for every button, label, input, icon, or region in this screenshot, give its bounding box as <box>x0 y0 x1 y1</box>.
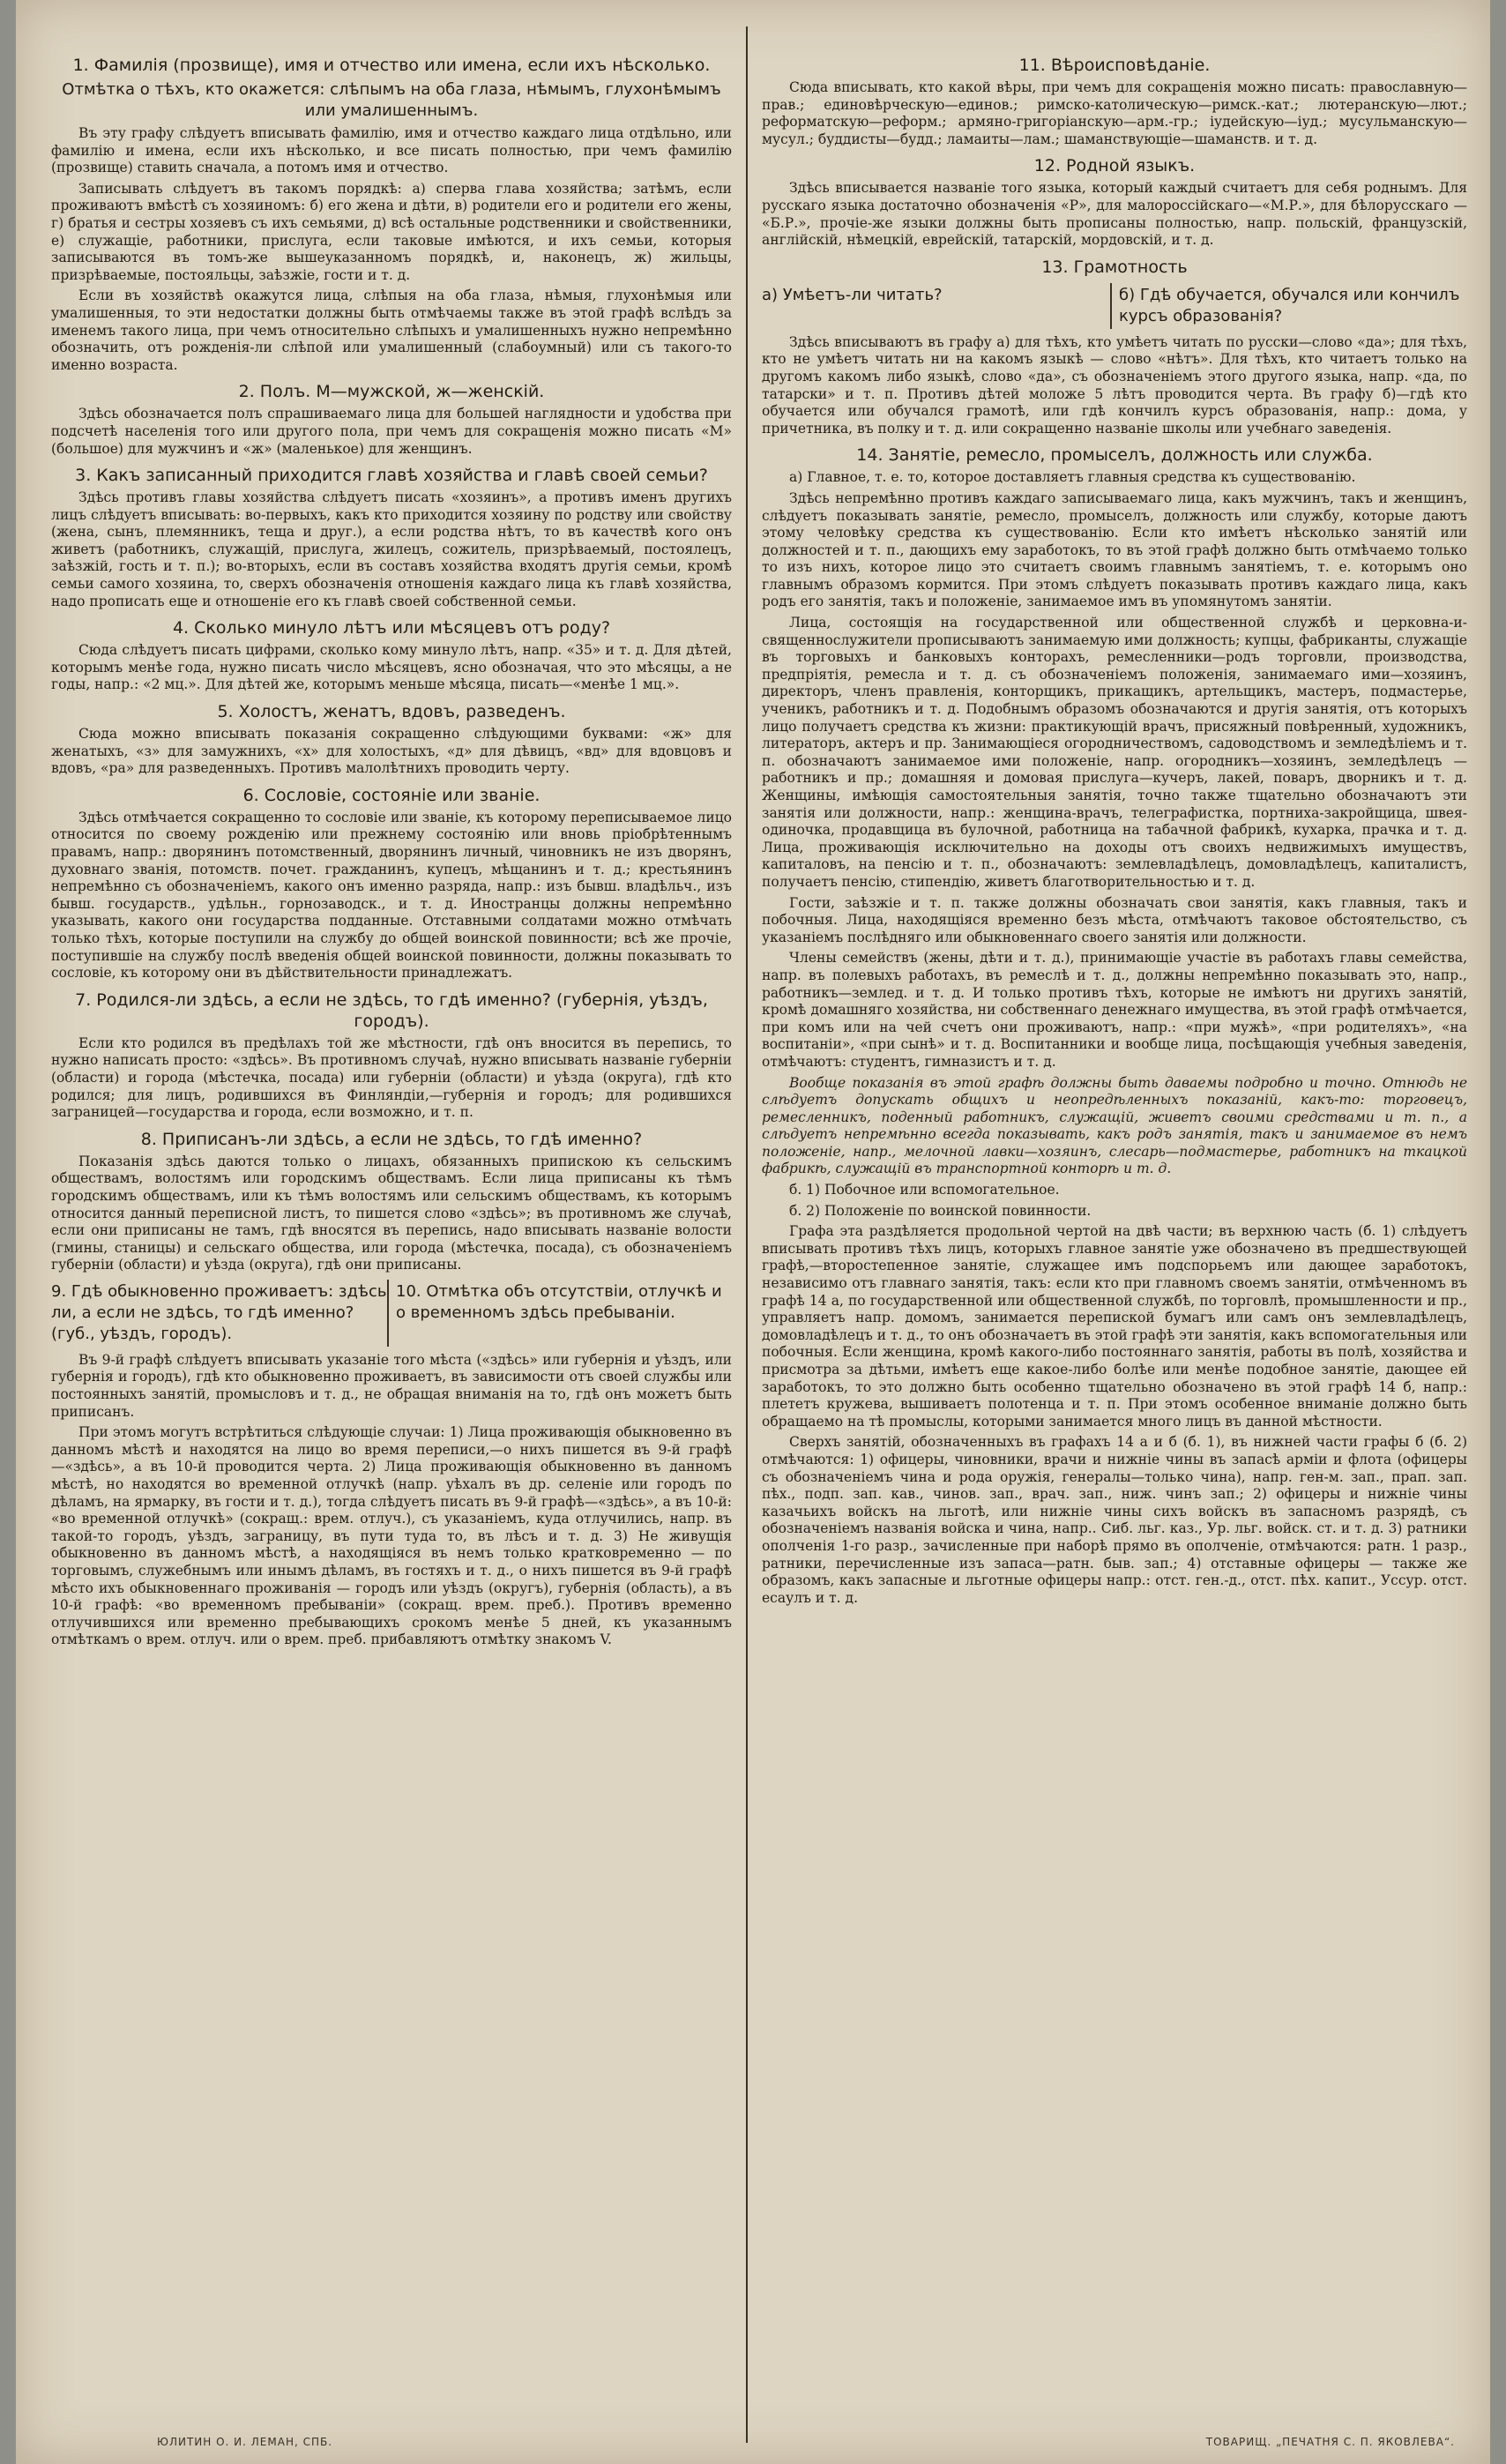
paragraph: Вообще показанія въ этой графѣ должны быть даваемы подробно и точно. Отнюдь не слѣдуетъ допускать общихъ и неопредѣленныхъ показаній, какъ-то: торговецъ, ремесленникъ, поденный работникъ, служащій, живетъ своими средствами и т. п., а слѣдуетъ непремѣнно всегда показывать, какъ родъ занятія, такъ и занимаемое въ немъ положеніе, напр., мелочной лавки—хозяинъ, слесарь—подмастерье, работникъ на ткацкой фабрикѣ, служащій въ транспортной конторѣ и т. д. <box>762 1074 1467 1177</box>
paragraph: Сверхъ занятій, обозначенныхъ въ графахъ 14 а и б (б. 1), въ нижней части графы б (б. 2) отмѣчаются: 1) офицеры, чиновники, врачи и нижніе чины въ запасѣ арміи и флота (офицеры съ обозначеніемъ чина и рода оружія, генералы—только чина), напр. ген-м. зап., прап. зап. пѣх., подп. зап. кав., чинов. зап., врач. зап., ниж. чинъ зап.; 2) офицеры и нижніе чины казачьихъ войскъ на льготѣ, или нижніе чины сихъ войскъ въ запасномъ разрядѣ, съ обозначеніемъ названія войска и чина, напр.. Сиб. льг. каз., Ур. льг. войск. ст. и т. д. 3) ратники ополченія 1-го разр., зачисленные при наборѣ прямо въ ополченіе, отмѣчаются: ратн. 1 разр., ратники, перечисленные изъ запаса—ратн. быв. зап.; 4) отставные офицеры — также же образомъ, какъ запасные и льготные офицеры напр.: отст. ген.-д., отст. пѣх. капит., Уссур. отст. есаулъ и т. д. <box>762 1434 1467 1606</box>
subsection-b2-title: б. 2) Положеніе по воинской повинности. <box>789 1202 1092 1219</box>
section-13a-cell <box>762 283 1110 329</box>
section-3-title: 3. Какъ записанный приходится главѣ хозяйства и главѣ своей семьи? <box>75 466 708 486</box>
paragraph: Здѣсь отмѣчается сокращенно то сословіе или званіе, къ которому переписываемое лицо относится по своему рожденію или прежнему состоянію или вновь пріобрѣтеннымъ правамъ, напр.: дворянинъ потомственный, дворянинъ личный, чиновникъ не изъ дворянъ, духовнаго званія, потомств. почет. гражданинъ, купецъ, мѣщанинъ и т. д.; крестьянинъ непремѣнно съ обозначеніемъ, какого онъ именно разряда, напр.: изъ бывш. владѣльч., изъ бывш. государств., удѣльн., горнозаводск., и т. д. Иностранцы должны непремѣнно указывать, какого они государства подданные. Отставными солдатами можно отмѣчать только тѣхъ, которые поступили на службу до общей воинской повинности; всѣ же прочіе, поступившіе на службу послѣ введенія общей воинской повинности, должны показывать то сословіе, къ которому они въ дѣйствительности принадлежатъ. <box>51 809 732 982</box>
paragraph: Въ 9-й графѣ слѣдуетъ вписывать указаніе того мѣста («здѣсь» или губернія и уѣздъ, или губернія и городъ), гдѣ кто обыкновенно проживаетъ, въ зависимости отъ своей службы или постоянныхъ занятій, промысловъ и т. д., не обращая вниманія на то, гдѣ онъ можетъ быть приписанъ. <box>51 1351 732 1420</box>
section-13b-title: б) Гдѣ обучается, обучался или кончилъ курсъ образованія? <box>1119 285 1460 325</box>
section-13a-title: а) Умѣетъ-ли читать? <box>762 285 943 304</box>
paragraph: Здѣсь непремѣнно противъ каждаго записываемаго лица, какъ мужчинъ, такъ и женщинъ, слѣдуетъ показывать занятіе, ремесло, промыселъ, должность или службу, которые даютъ этому человѣку средства къ существованію. Если кто имѣетъ нѣсколько занятій или должностей и т. п., дающихъ ему заработокъ, то въ этой графѣ должно быть отмѣчаемо только то изъ нихъ, которое лицо это считаетъ своимъ главнымъ занятіемъ, т. е. которымъ оно главнымъ образомъ кормится. При этомъ слѣдуетъ показывать противъ каждаго лица, какъ родъ его занятія, такъ и положеніе, занимаемое имъ въ упомянутомъ занятіи. <box>762 489 1467 610</box>
section-10-header-cell <box>387 1280 732 1347</box>
paragraph: Члены семействъ (жены, дѣти и т. д.), принимающіе участіе въ работахъ главы семейства, напр. въ полевыхъ работахъ, въ ремеслѣ и т. д., должны непремѣнно показывать это, напр., работникъ—землед. и т. д. И только противъ тѣхъ, которые не имѣютъ ни другихъ занятій, кромѣ домашняго хозяйства, ни собственнаго денежнаго имущества, въ этой графѣ отмѣчается, при комъ или на чей счетъ они проживаютъ, напр.: «при мужѣ», «при родителяхъ», «на воспитаніи», «при сынѣ» и т. д. Воспитанники и вообще лица, посѣщающія учебныя заведенія, отмѣчаютъ: студентъ, гимназистъ и т. д. <box>762 950 1467 1070</box>
paragraph: а) Главное, т. е. то, которое доставляетъ главныя средства къ существованію. <box>789 469 1356 486</box>
paragraph: Если въ хозяйствѣ окажутся лица, слѣпыя на оба глаза, нѣмыя, глухонѣмыя или умалишенныя, то эти недостатки должны быть отмѣчаемы также въ этой графѣ вслѣдъ за именемъ такого лица, при чемъ относительно слѣпыхъ и умалишенныхъ нужно непремѣнно обозначить, отъ рожденія-ли слѣпой или умалишенный (слабоумный) или съ такого-то именно возраста. <box>51 287 732 373</box>
section-1-subtitle: Отмѣтка о тѣхъ, кто окажется: слѣпымъ на оба глаза, нѣмымъ, глухонѣмымъ или умалишеннымъ. <box>62 80 721 120</box>
paragraph: Сюда слѣдуетъ писать цифрами, сколько кому минуло лѣтъ, напр. «35» и т. д. Для дѣтей, которымъ менѣе года, нужно писать число мѣсяцевъ, ясно обозначая, что это мѣсяцы, а не годы, напр.: «2 мц.». Для дѣтей же, которымъ меньше мѣсяца, писать—«менѣе 1 мц.». <box>51 642 732 693</box>
section-8-title: 8. Приписанъ-ли здѣсь, а если не здѣсь, то гдѣ именно? <box>140 1129 643 1149</box>
paragraph: Записывать слѣдуетъ въ такомъ порядкѣ: а) сперва глава хозяйства; затѣмъ, если проживаютъ вмѣстѣ съ хозяиномъ: б) его жена и дѣти, в) родители его и родители его жены, г) братья и сестры хозяевъ съ ихъ семьями, д) всѣ остальные родственники и свойственники, е) служащіе, работники, прислуга, если таковые имѣются, и ихъ семьи, которыя записываются въ томъ-же вышеуказанномъ порядкѣ, и, наконецъ, ж) жильцы, призрѣваемые, постояльцы, заѣзжіе, гости и т. д. <box>51 180 732 283</box>
paragraph: Здѣсь противъ главы хозяйства слѣдуетъ писать «хозяинъ», а противъ именъ другихъ лицъ слѣдуетъ вписывать: во-первыхъ, какъ кто приходится хозяину по родству или свойству (жена, сынъ, племянникъ, теща и друг.), а если родства нѣтъ, то въ качествѣ кого онъ живетъ (работникъ, служащій, прислуга, жилецъ, сожитель, призрѣваемый, постоялецъ, заѣзжій, гость и т. п.); во-вторыхъ, если въ составъ хозяйства входятъ другія семьи, кромѣ семьи самого хозяина, то, сверхъ обозначенія отношенія каждаго лица къ главѣ хозяйства, надо прописать еще и отношеніе его къ главѣ своей собственной семьи. <box>51 489 732 609</box>
section-9-title: 9. Гдѣ обыкновенно проживаетъ: здѣсь ли, а если не здѣсь, то гдѣ именно? (губ., уѣздъ, городъ). <box>51 1281 387 1343</box>
section-5-title: 5. Холостъ, женатъ, вдовъ, разведенъ. <box>217 702 566 722</box>
printer-imprint-right: ТОВАРИЩ. „ПЕЧАТНЯ С. П. ЯКОВЛЕВА“. <box>1205 2436 1455 2448</box>
paragraph: Показанія здѣсь даются только о лицахъ, обязанныхъ припискою къ сельскимъ обществамъ, волостямъ или городскимъ обществамъ. Если лица приписаны къ тѣмъ городскимъ обществамъ, или къ тѣмъ волостямъ или сельскимъ обществамъ, къ которымъ относится данный переписной листъ, то пишется слово «здѣсь»; въ противномъ же случаѣ, если они приписаны не тамъ, гдѣ вносятся въ перепись, надо вписывать названіе волости (гмины, станицы) и сельскаго общества, или города (мѣстечка, посада), съ обозначеніемъ губерніи (области) и уѣзда (округа), гдѣ они приписаны. <box>51 1153 732 1273</box>
right-column <box>762 48 1467 2429</box>
printer-imprint-left: ЮЛИТИН О. И. ЛЕМАН, СПБ. <box>157 2436 333 2448</box>
section-1-title: 1. Фамилія (прозвище), имя и отчество или имена, если ихъ нѣсколько. <box>72 56 711 75</box>
paragraph: Здѣсь вписывается названіе того языка, который каждый считаетъ для себя роднымъ. Для русскаго языка достаточно обозначенія «Р», для малороссійскаго—«М.Р.», для бѣлорусскаго — «Б.Р.», прочіе-же языки должны быть прописаны полностью, напр. польскій, французскій, англійскій, нѣмецкій, еврейскій, татарскій, мордовскій, и т. д. <box>762 180 1467 249</box>
paragraph: Здѣсь обозначается полъ спрашиваемаго лица для большей наглядности и удобства при подсчетѣ населенія того или другого пола, при чемъ для сокращенія можно писать «М» (большое) для мужчинъ и «ж» (маленькое) для женщинъ. <box>51 406 732 457</box>
section-12-title: 12. Родной языкъ. <box>1033 156 1196 176</box>
paragraph: Лица, состоящія на государственной или общественной службѣ и церковна-и-священнослужители прописываютъ занимаемую ими должность; купцы, фабриканты, служащіе въ торговыхъ и банковыхъ конторахъ, ремесленники—родъ торговли, производства, предпріятія, ремесла и т. д. съ обозначеніемъ положенія, занимаемаго ими—хозяинъ, директоръ, членъ правленія, конторщикъ, прикащикъ, артельщикъ, мастеръ, подмастерье, ученикъ, работникъ и т. д. Подобнымъ образомъ обозначаются и другія занятія, отъ которыхъ лицо получаетъ средства къ жизни: практикующій врачъ, присяжный повѣренный, художникъ, литераторъ, актеръ и пр. Занимающіеся огородничествомъ, садоводствомъ и земледѣліемъ и т. п. обозначаютъ занимаемое ими положеніе, напр. огородникъ—хозяинъ, земледѣлецъ — работникъ и пр.; домашняя и домовая прислуга—кучеръ, лакей, поваръ, дворникъ и т. д. Женщины, имѣющія самостоятельныя занятія, точно также тщательно обозначаютъ эти занятія или должности, напр.: женщина-врачъ, телеграфистка, портниха-закройщица, швея-одиночка, продавщица въ булочной, работница на табачной фабрикѣ, кухарка, прачка и т. д. Лица, проживающія исключительно на доходы отъ своихъ недвижимыхъ имуществъ, капиталовъ, на пенсію и т. п., обозначаютъ: землевладѣлецъ, домовладѣлецъ, капиталистъ, получаетъ пенсію, стипендію, живетъ благотворительностью и т. д. <box>762 615 1467 890</box>
section-13-header <box>762 283 1467 329</box>
paragraph: Если кто родился въ предѣлахъ той же мѣстности, гдѣ онъ вносится въ перепись, то нужно написать просто: «здѣсь». Въ противномъ случаѣ, нужно вписывать названіе губерніи (области) и города (мѣстечка, посада) или губерніи (области) и уѣзда (округа), гдѣ кто родился; для лицъ, родившихся въ Финляндіи,—губернія и городъ; для родившихся заграницей—государства и города, если возможно, и т. п. <box>51 1034 732 1121</box>
section-14-title: 14. Занятіе, ремесло, промыселъ, должность или служба. <box>856 445 1373 466</box>
section-7-title: 7. Родился-ли здѣсь, а если не здѣсь, то гдѣ именно? (губернія, уѣздъ, городъ). <box>75 989 708 1031</box>
paragraph: Здѣсь вписываютъ въ графу а) для тѣхъ, кто умѣетъ читать по русски—слово «да»; для тѣхъ, кто не умѣетъ читать ни на какомъ языкѣ — слово «нѣтъ». Для тѣхъ, кто читаетъ только на другомъ какомъ либо языкѣ, слово «да», съ обозначеніемъ этого другого языка, напр. «да, по татарски» и т. п. Противъ дѣтей моложе 5 лѣтъ проводится черта. Въ графу б)—гдѣ кто обучается или обучался грамотѣ, или гдѣ кончилъ курсъ образованія, напр.: дома, у причетника, въ полку и т. д. или сокращенно названіе школы или учебнаго заведенія. <box>762 333 1467 437</box>
section-9-header-cell <box>51 1280 387 1347</box>
section-2-title: 2. Полъ. М—мужской, ж—женскій. <box>238 382 545 402</box>
section-4-title: 4. Сколько минуло лѣтъ или мѣсяцевъ отъ роду? <box>172 618 611 638</box>
section-9-10-header <box>51 1280 732 1347</box>
census-instructions-sheet <box>16 0 1490 2464</box>
paragraph: Сюда вписывать, кто какой вѣры, при чемъ для сокращенія можно писать: православную—прав.; единовѣрческую—единов.; римско-католическую—римск.-кат.; лютеранскую—лют.; реформатскую—реформ.; армяно-григоріанскую—арм.-гр.; іудейскую—іуд.; мусульманскую—мусул.; буддисты—будд.; ламаиты—лам.; шаманствующіе—шаманств. и т. д. <box>762 79 1467 147</box>
paragraph: Гости, заѣзжіе и т. п. также должны обозначать свои занятія, какъ главныя, такъ и побочныя. Лица, находящіяся временно безъ мѣста, отмѣчаютъ таковое обстоятельство, съ указаніемъ послѣдняго или обыкновеннаго своего занятія или должности. <box>762 894 1467 945</box>
column-divider <box>746 26 748 2443</box>
paragraph: Въ эту графу слѣдуетъ вписывать фамилію, имя и отчество каждаго лица отдѣльно, или фамилію и имена, если ихъ нѣсколько, и все писать полностью, при чемъ фамилію (прозвище) ставить сначала, а потомъ имя и отчество. <box>51 125 732 176</box>
section-13b-cell <box>1110 283 1467 329</box>
section-13-title: 13. Грамотность <box>1041 257 1188 277</box>
paragraph: При этомъ могутъ встрѣтиться слѣдующіе случаи: 1) Лица проживающія обыкновенно въ данномъ мѣстѣ и находятся на лицо во время переписи,—о нихъ пишется въ 9-й графѣ—«здѣсь», а въ 10-й проводится черта. 2) Лица проживающія обыкновенно въ данномъ мѣстѣ, но находятся во временной отлучкѣ (напр. уѣхалъ въ др. селеніе или городъ по дѣламъ, на ярмарку, въ гости и т. д.), тогда слѣдуетъ писать въ 9-й графѣ—«здѣсь», а въ 10-й: «во временной отлучкѣ» (сокращ.: врем. отлуч.), съ указаніемъ, куда отлучились, напр. въ такой-то городъ, уѣздъ, заграницу, въ пути туда то, въ лѣсъ и т. д. 3) Не живущія обыкновенно въ данномъ мѣстѣ, а находящіяся въ немъ только кратковременно — по торговымъ, служебнымъ или инымъ дѣламъ, въ гостяхъ и т. д., о нихъ пишется въ 9-й графѣ мѣсто ихъ обыкновеннаго проживанія — городъ или уѣздъ (округъ), губернія (область), а въ 10-й графѣ: «во временномъ пребываніи» (сокращ. врем. преб.). Противъ временно отлучившихся или временно пребывающихъ срокомъ менѣе 5 дней, къ указаннымъ отмѣткамъ о врем. отлуч. или о врем. преб. прибавляютъ отмѣтку знакомъ V. <box>51 1424 732 1648</box>
paragraph: Сюда можно вписывать показанія сокращенно слѣдующими буквами: «ж» для женатыхъ, «з» для замужнихъ, «х» для холостыхъ, «д» для дѣвицъ, «вд» для вдовцовъ и вдовъ, «ра» для разведенныхъ. Противъ малолѣтнихъ проводить черту. <box>51 726 732 777</box>
left-column <box>51 48 732 2429</box>
subsection-b1-title: б. 1) Побочное или вспомогательное. <box>789 1182 1060 1198</box>
section-11-title: 11. Вѣроисповѣданіе. <box>1018 56 1211 75</box>
section-6-title: 6. Сословіе, состояніе или званіе. <box>242 785 541 805</box>
paragraph: Графа эта раздѣляется продольной чертой на двѣ части; въ верхнюю часть (б. 1) слѣдуетъ вписывать противъ тѣхъ лицъ, которыхъ главное занятіе уже обозначено въ предшествующей графѣ,—второстепенное занятіе, служащее имъ подспорьемъ или дающее заработокъ, независимо отъ главнаго занятія, такъ: если кто при главномъ своемъ занятіи, отмѣченномъ въ графѣ 14 а, по государственной или общественной службѣ, по торговлѣ, промышленности и пр., управляетъ напр. домомъ, занимается перепиской бумагъ или самъ онъ землевладѣлецъ, домовладѣлецъ и т. д., то онъ обозначаетъ въ этой графѣ эти занятія, какъ вспомогательныя или побочныя. Если женщина, кромѣ какого-либо постояннаго занятія, работы въ полѣ, хозяйства и присмотра за дѣтьми, имѣетъ еще какое-либо болѣе или менѣе подобное занятіе, дающее ей заработокъ, то это должно быть особенно тщательно обозначено въ этой графѣ 14 б, напр.: плететъ кружева, вышиваетъ полотенца и т. п. При этомъ особенное вниманіе должно быть обращаемо на тѣ промыслы, которыми занимается много лицъ въ данной мѣстности. <box>762 1223 1467 1430</box>
section-10-title: 10. Отмѣтка объ отсутствіи, отлучкѣ и о временномъ здѣсь пребываніи. <box>396 1281 722 1322</box>
